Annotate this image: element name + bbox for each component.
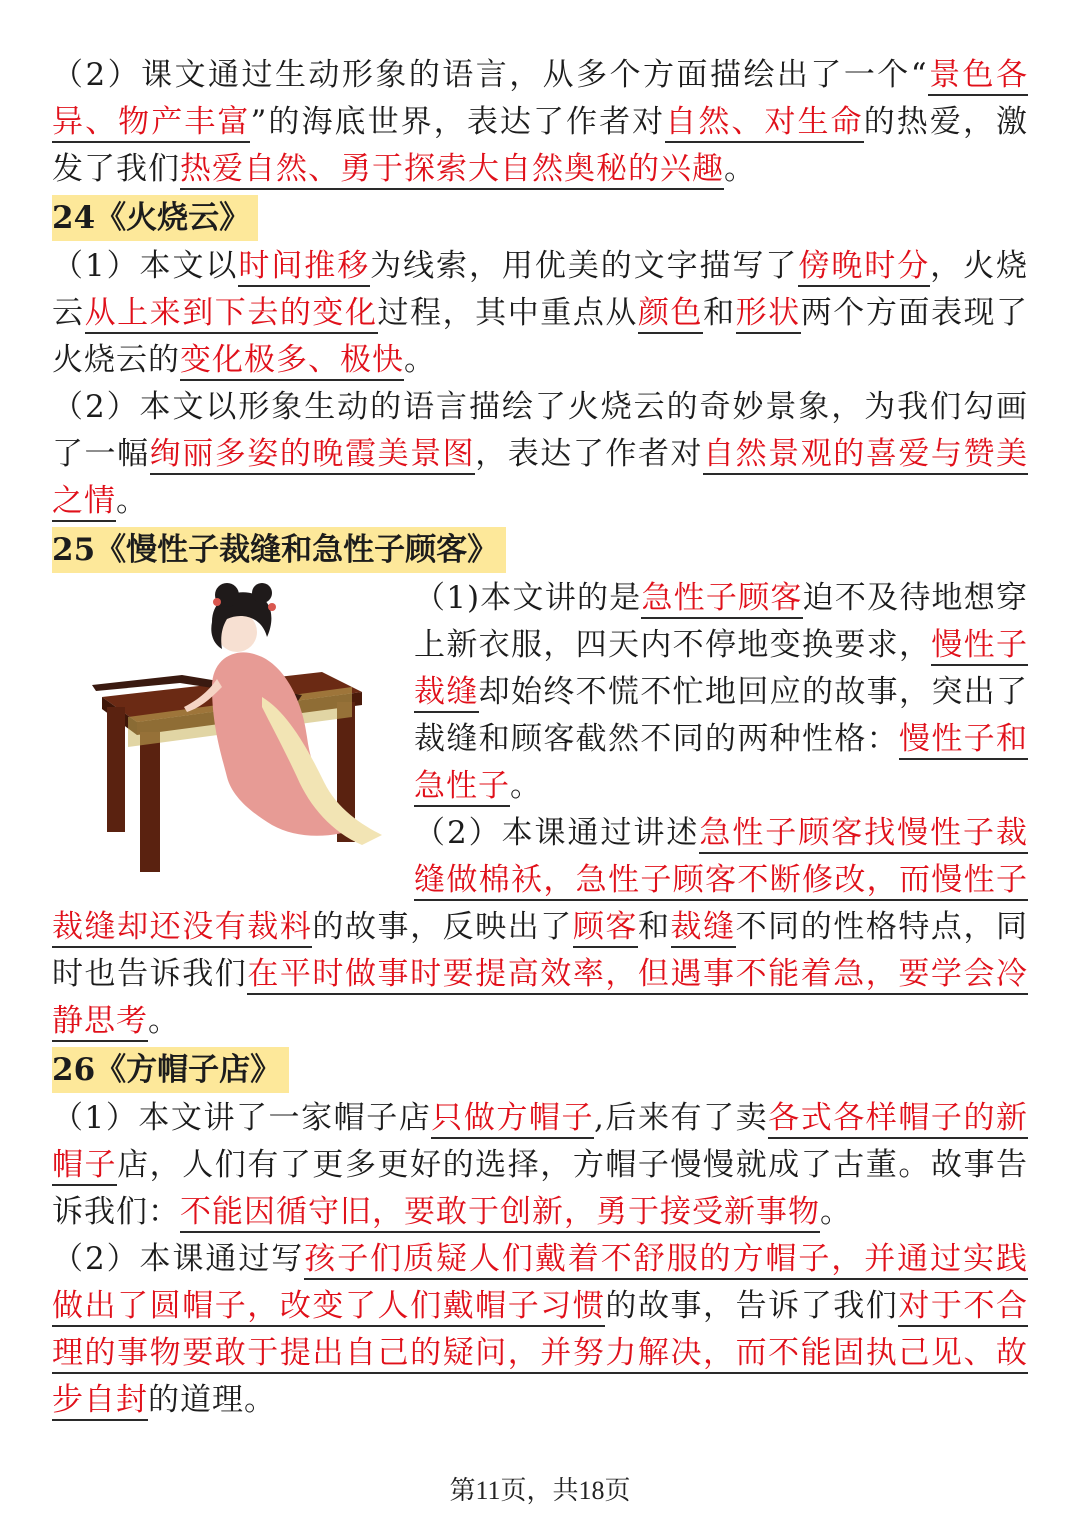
text-run: 。: [820, 1194, 852, 1230]
paragraph: [52, 384, 1028, 525]
section-26: [52, 1045, 1028, 1424]
key-phrase: 时间推移: [238, 248, 370, 287]
text-run: 店，人们有了更多更好的选择，方帽子慢慢就成了古董。故事告诉我们：: [52, 1147, 1029, 1230]
text-run: （2）本课通过讲述: [414, 815, 700, 851]
text-run: 为线索，用优美的文字描写了: [370, 248, 799, 284]
section-23-continued: [52, 52, 1028, 193]
text-run: 和: [637, 909, 671, 945]
text-run: ”的海底世界，表达了作者对: [250, 104, 666, 140]
key-phrase: 傍晚时分: [798, 248, 930, 287]
key-phrase: 顾客: [573, 909, 638, 948]
paragraph: [52, 1236, 1028, 1424]
woman-playing-guqin-illustration: [62, 577, 392, 877]
paragraph: [52, 243, 1028, 384]
section-25: [52, 525, 1028, 1045]
text-run: 。: [148, 1003, 180, 1039]
text-run: 。: [510, 768, 542, 804]
key-phrase: 自然景观的喜爱与赞美之情: [52, 436, 1028, 522]
page-number-footer: 第11页，共18页: [449, 1476, 631, 1505]
key-phrase: 颜色: [638, 295, 703, 334]
text-run: ，表达了作者对: [475, 436, 704, 472]
key-phrase: 急性子顾客找慢性子裁缝做棉袄，急性子顾客不断修改，而慢性子裁缝却还没有裁料: [52, 815, 1028, 948]
key-phrase: 绚丽多姿的晚霞美景图: [150, 436, 476, 475]
section-25-body: [52, 575, 1028, 1045]
key-phrase: 景色各异、物产丰富: [52, 57, 1028, 143]
text-run: 的道理。: [148, 1382, 276, 1418]
key-phrase: 形状: [736, 295, 801, 334]
document-page: [52, 52, 1028, 1424]
key-phrase: 从上来到下去的变化: [85, 295, 378, 334]
text-run: （1）本文讲了一家帽子店: [52, 1100, 432, 1136]
text-run: 的故事，反映出了: [312, 909, 573, 945]
text-run: 迫不及待地想穿上新衣服，四天内不停地变换要求，: [414, 580, 1029, 663]
text-run: （2）本文以形象生动的语言描绘了火烧云的奇妙景象，为我们勾画了一幅: [52, 389, 1028, 472]
text-run: 却始终不慌不忙地回应的故事，突出了裁缝和顾客截然不同的两种性格：: [414, 674, 1029, 757]
paragraph: [52, 52, 1028, 193]
key-phrase: 不能因循守旧，要敢于创新，勇于接受新事物: [180, 1194, 820, 1233]
text-run: 不同的性格特点，同时也告诉我们: [52, 909, 1029, 992]
text-run: 的热爱，激发了我们: [52, 104, 1029, 187]
lesson-heading: 26《方帽子店》: [52, 1047, 289, 1093]
text-run: 和: [703, 295, 736, 331]
key-phrase: 变化极多、极快: [180, 342, 404, 381]
key-phrase: 对于不合理的事物要敢于提出自己的疑问，并努力解决，而不能固执己见、故步自封: [52, 1288, 1028, 1421]
section-24: [52, 193, 1028, 525]
text-run: 。: [404, 342, 436, 378]
key-phrase: 慢性子裁缝: [414, 627, 1028, 713]
key-phrase: 只做方帽子: [431, 1100, 594, 1139]
table-leg: [140, 732, 160, 872]
text-run: 过程，其中重点从: [377, 295, 638, 331]
text-run: 。: [116, 483, 148, 519]
key-phrase: 裁缝: [671, 909, 736, 948]
key-phrase: 各式各样帽子的新帽子: [52, 1100, 1028, 1186]
lesson-heading: 24《火烧云》: [52, 195, 258, 241]
key-phrase: 在平时做事时要提高效率，但遇事不能着急，要学会冷静思考: [52, 956, 1028, 1042]
table-leg: [107, 707, 125, 832]
text-run: ,后来有了卖: [594, 1100, 769, 1136]
text-run: 。: [724, 151, 756, 187]
text-run: （2）课文通过生动形象的语言，从多个方面描绘出了一个“: [52, 57, 928, 93]
key-phrase: 急性子顾客: [641, 580, 802, 619]
key-phrase: 自然、对生命: [665, 104, 863, 143]
key-phrase: 慢性子和急性子: [414, 721, 1028, 807]
lesson-heading: 25《慢性子裁缝和急性子顾客》: [52, 527, 506, 573]
text-run: ，火烧云: [52, 248, 1029, 331]
text-run: （2）本课通过写: [52, 1241, 305, 1277]
text-run: （1）本文以: [52, 248, 239, 284]
text-run: （1)本文讲的是: [414, 580, 642, 616]
text-run: 的故事，告诉了我们: [605, 1288, 899, 1324]
text-run: 两个方面表现了火烧云的: [52, 295, 1029, 378]
paragraph: [52, 1095, 1028, 1236]
key-phrase: 孩子们质疑人们戴着不舒服的方帽子，并通过实践做出了圆帽子，改变了人们戴帽子习惯: [52, 1241, 1028, 1327]
key-phrase: 热爱自然、勇于探索大自然奥秘的兴趣: [180, 151, 724, 190]
